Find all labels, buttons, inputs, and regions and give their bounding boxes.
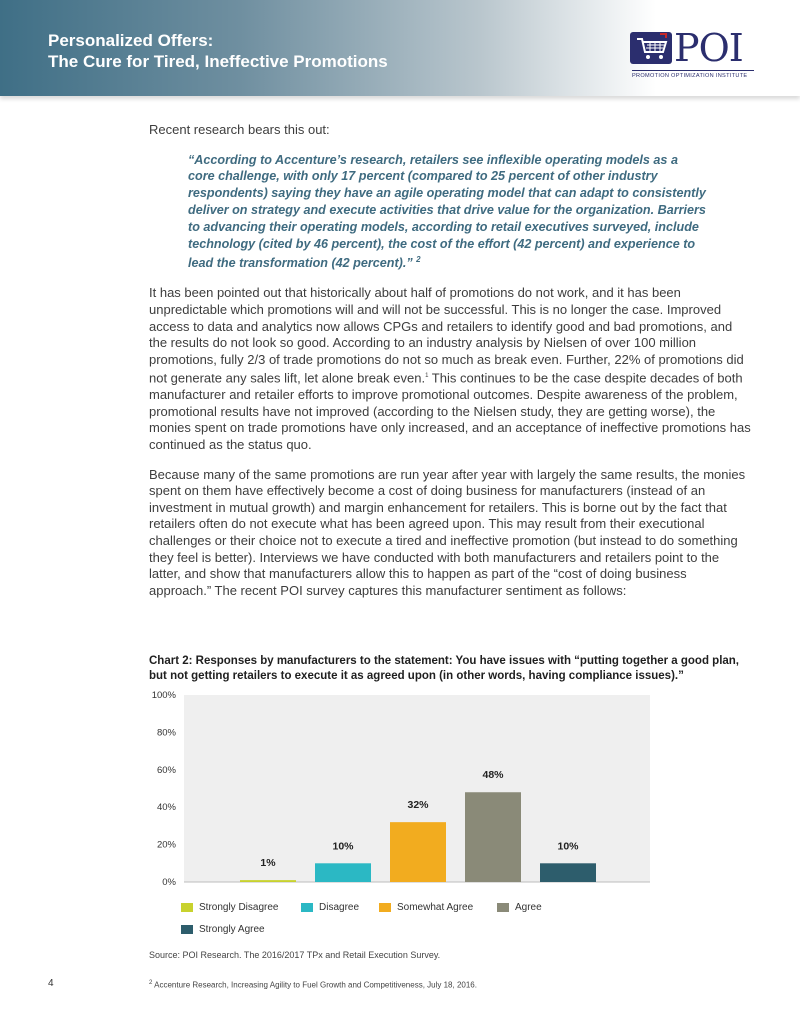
paragraph-1-part-a: It has been pointed out that historically about half of promotions do not work, and it has been unpredictable which promotions will and will not be successful. This is no longer the case. Improved access to data and analytics now allows CPGs and retailers to identify good and bad promotions, and the results do not look so good. According to an industry analysis by Nielsen of over 100 million promotions, fully 2/3 of trade promotions do not so much as break even. Further, 22% of promotions did not generate any sales lift, let alone break even. — [149, 285, 744, 386]
legend-item — [301, 902, 359, 913]
document-title — [48, 30, 388, 72]
legend-item — [181, 902, 278, 913]
accenture-quote — [188, 152, 708, 273]
legend-label: Strongly Agree — [199, 924, 265, 935]
legend-swatch — [181, 903, 193, 912]
poi-logo — [630, 26, 754, 80]
legend-label: Agree — [515, 902, 542, 913]
legend-label: Disagree — [319, 902, 360, 913]
data-label: 48% — [482, 769, 504, 782]
legend-item — [497, 902, 542, 913]
logo-text: POI — [674, 26, 743, 70]
legend-label: Strongly Disagree — [199, 902, 279, 913]
paragraph-2: Because many of the same promotions are run year after year with largely the same results, the monies spent on them have effectively become a cost of doing business for manufacturers (instead of an investment in mutual growth) and margin enhancement for retailers. This is borne out by the fact that retailers often do not execute what has been agreed upon. This may result from their executional challenges or their choice not to execute a tired and ineffective promotion (but instead to do something they feel is better). Interviews we have conducted with both manufacturers and retailers point to the latter, and show that manufacturers allow this to happen as part of the “cost of doing business approach.” The recent POI survey captures this manufacturer sentiment as follows: — [149, 466, 746, 598]
page-number: 4 — [48, 978, 54, 989]
y-tick-label: 80% — [156, 727, 176, 739]
intro-text: Recent research bears this out: — [149, 122, 330, 137]
quote-footnote-ref: 2 — [416, 255, 421, 265]
y-tick-label: 0% — [162, 877, 176, 888]
chart-svg — [140, 688, 660, 898]
chart-title: Chart 2: Responses by manufacturers to the statement: You have issues with “putting together a good plan, but not getting retailers to execute it as agreed upon (in other words, having compliance issues).” — [149, 655, 739, 682]
legend-swatch — [497, 903, 509, 912]
page-header — [0, 0, 800, 96]
shopping-cart-icon — [630, 30, 672, 64]
paragraph-1-part-b: This continues to be the case despite decades of both manufacturer and retailer efforts to improve promotional outcomes. Despite awareness of the problem, promotional results have not improved (according to the Nielsen study, they are getting worse), the monies spent on trade promotions have only increased, and an acceptance of ineffective promotions has continued as the status quo. — [149, 370, 751, 453]
title-line-1: Personalized Offers: — [48, 31, 214, 50]
legend-swatch — [301, 903, 313, 912]
data-label: 1% — [260, 857, 276, 870]
legend-swatch — [379, 903, 391, 912]
legend-swatch — [181, 925, 193, 934]
chart-source: Source: POI Research. The 2016/2017 TPx and Retail Execution Survey. — [149, 950, 441, 960]
footnote — [149, 980, 477, 990]
logo-subtitle: PROMOTION OPTIMIZATION INSTITUTE — [632, 70, 754, 79]
quote-text: “According to Accenture’s research, retailers see inflexible operating models as a core challenge, with only 17 percent (compared to 25 percent of other industry respondents) saying they have an agile operating model that can adapt to consistently deliver on strategy and execute activities that drive value for the organization. Barriers to advancing their operating models, according to retail executives surveyed, include technology (cited by 46 percent), the cost of the effort (42 percent) and experience to lead the transformation (42 percent).” — [188, 152, 706, 271]
data-label: 10% — [332, 840, 354, 853]
bar-disagree — [315, 863, 371, 882]
paragraph-1 — [149, 285, 751, 453]
y-tick-label: 20% — [156, 839, 176, 851]
bar-somewhat-agree — [390, 822, 446, 882]
data-label: 10% — [557, 840, 579, 853]
legend-item — [379, 902, 473, 913]
bar-strongly-disagree — [240, 880, 296, 882]
title-line-2: The Cure for Tired, Ineffective Promotions — [48, 52, 388, 71]
legend-item — [181, 924, 265, 935]
paragraph-1-footnote-ref: 1 — [425, 373, 429, 380]
y-tick-label: 60% — [156, 764, 176, 776]
y-tick-label: 100% — [151, 690, 176, 701]
legend-label: Somewhat Agree — [397, 902, 474, 913]
data-label: 32% — [407, 799, 429, 812]
footnote-text: Accenture Research, Increasing Agility to Fuel Growth and Competitiveness, July 18, 2016. — [152, 980, 477, 990]
article-body — [149, 122, 751, 612]
footnote-number: 2 — [149, 980, 153, 986]
bar-agree — [465, 792, 521, 882]
bar-strongly-agree — [540, 863, 596, 882]
y-tick-label: 40% — [156, 802, 176, 814]
